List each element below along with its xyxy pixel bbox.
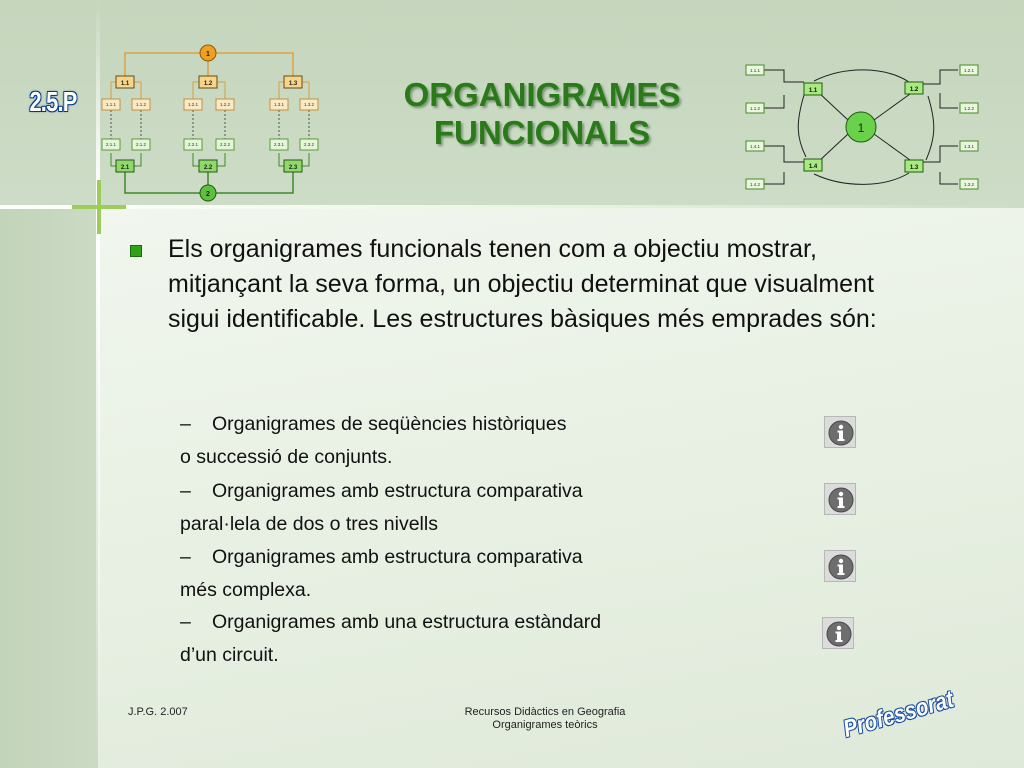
left-margin-background — [0, 208, 98, 768]
circuit-leaf-1-1-1: 1.1.1 — [749, 68, 761, 73]
circuit-node-1-2: 1.2 — [909, 87, 919, 93]
node-1-2: 1.2 — [203, 81, 213, 87]
title-line-2: FUNCIONALS — [433, 114, 651, 151]
lower-row — [116, 160, 302, 172]
node-2-2-1: 2.2.1 — [187, 142, 199, 147]
list-dash: – — [180, 546, 191, 568]
comparative-diagram — [99, 44, 319, 204]
info-button[interactable] — [824, 416, 856, 448]
node-bottom-label: 2 — [206, 191, 210, 198]
circuit-leaf-1-3-1: 1.3.1 — [963, 144, 975, 149]
slide-title — [362, 76, 722, 152]
list-item — [180, 480, 700, 535]
node-2-1: 2.1 — [120, 165, 130, 171]
circuit-diagram — [744, 62, 984, 196]
circuit-leaf-1-1-2: 1.1.2 — [749, 106, 761, 111]
footer-line-2: Organigrames teòrics — [492, 719, 598, 731]
list-item-text: Organigrames amb una estructura estàndard — [212, 611, 602, 633]
node-2-3-1: 2.3.1 — [273, 142, 285, 147]
node-1-2-1: 1.2.1 — [187, 102, 199, 107]
circuit-node-1-1: 1.1 — [808, 88, 818, 94]
list-item-line-2: més complexa. — [180, 579, 312, 601]
info-icon — [828, 554, 854, 580]
info-icon — [828, 487, 854, 513]
node-1-1: 1.1 — [120, 81, 130, 87]
upper-row — [116, 76, 302, 88]
node-2-3: 2.3 — [288, 165, 298, 171]
list-item — [180, 413, 700, 468]
list-item — [180, 611, 700, 666]
circuit-node-1-4: 1.4 — [808, 164, 818, 170]
node-2-1-2: 2.1.2 — [135, 142, 147, 147]
list-item-line-2: o successió de conjunts. — [180, 446, 393, 468]
footer-center — [420, 706, 670, 732]
footer-line-1: Recursos Didàctics en Geografia — [464, 706, 626, 718]
list-dash: – — [180, 413, 191, 435]
audience-label: Professorat — [840, 685, 957, 744]
circuit-leaf-1-4-2: 1.4.2 — [749, 182, 761, 187]
lower-children — [102, 139, 318, 150]
node-1-3-1: 1.3.1 — [273, 102, 285, 107]
upper-children — [102, 99, 318, 110]
circuit-node-1-3: 1.3 — [909, 165, 919, 171]
list-item — [180, 546, 700, 601]
list-item-text: Organigrames de seqüències històriques — [212, 413, 567, 435]
list-item-text: Organigrames amb estructura comparativa — [212, 480, 583, 502]
list-item-line-2: paral·lela de dos o tres nivells — [180, 513, 438, 535]
slide-code: 2.5.P — [29, 86, 77, 117]
circuit-leaf-1-2-1: 1.2.1 — [963, 68, 975, 73]
node-1-1-1: 1.1.1 — [105, 102, 117, 107]
node-2-2-2: 2.2.2 — [219, 142, 231, 147]
list-item-text: Organigrames amb estructura comparativa — [212, 546, 583, 568]
list-dash: – — [180, 480, 191, 502]
circuit-center-label: 1 — [857, 121, 865, 135]
circuit-leaf-1-2-2: 1.2.2 — [963, 106, 975, 111]
node-1-1-2: 1.1.2 — [135, 102, 147, 107]
circuit-leaf-1-3-2: 1.3.2 — [963, 182, 975, 187]
node-2-1-1: 2.1.1 — [105, 142, 117, 147]
info-button[interactable] — [824, 483, 856, 515]
node-1-3: 1.3 — [288, 81, 298, 87]
footer-author: J.P.G. 2.007 — [128, 706, 188, 718]
list-dash: – — [180, 611, 191, 633]
list-item-line-1 — [180, 611, 700, 633]
list-item-line-1 — [180, 480, 700, 502]
list-item-line-1 — [180, 546, 700, 568]
info-icon — [826, 621, 852, 647]
intro-text: Els organigrames funcionals tenen com a objectiu mostrar, mitjançant la seva forma, un objectiu determinat que visualment sigui identificable. Les estructures bàsiques més emprades són: — [168, 235, 877, 333]
node-top-label: 1 — [206, 51, 210, 58]
node-1-3-2: 1.3.2 — [303, 102, 315, 107]
node-2-3-2: 2.3.2 — [303, 142, 315, 147]
node-1-2-2: 1.2.2 — [219, 102, 231, 107]
title-line-1: ORGANIGRAMES — [403, 76, 681, 113]
list-item-line-1 — [180, 413, 700, 435]
info-button[interactable] — [824, 550, 856, 582]
circuit-leaf-1-4-1: 1.4.1 — [749, 144, 761, 149]
slide-body — [98, 208, 1024, 768]
info-icon — [828, 420, 854, 446]
node-2-2: 2.2 — [203, 165, 213, 171]
list-item-line-2: d’un circuit. — [180, 644, 279, 666]
square-bullet-icon — [130, 245, 142, 257]
info-button[interactable] — [822, 617, 854, 649]
